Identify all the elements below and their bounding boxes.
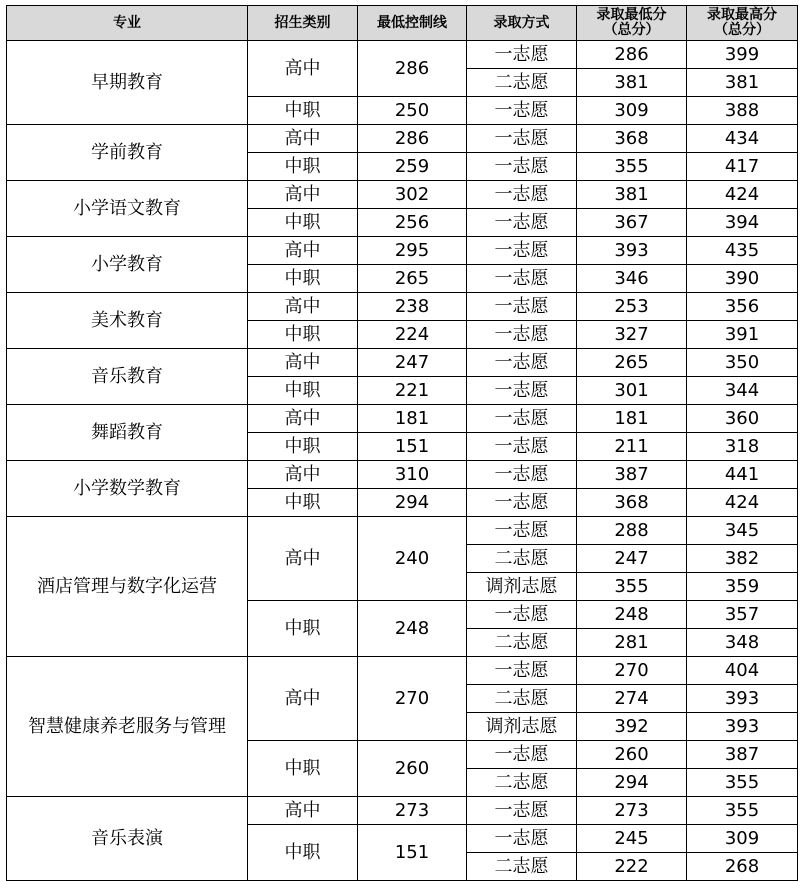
method-cell: 一志愿 (467, 265, 577, 293)
method-cell: 一志愿 (467, 349, 577, 377)
min-score-cell: 274 (577, 685, 687, 713)
table-row (7, 517, 798, 545)
max-score-cell: 417 (687, 153, 798, 181)
method-cell: 二志愿 (467, 685, 577, 713)
min-score-cell: 294 (577, 769, 687, 797)
min-score-cell: 368 (577, 125, 687, 153)
major-cell: 小学语文教育 (7, 181, 248, 237)
min-control-cell: 270 (358, 657, 467, 741)
header-category: 招生类别 (248, 6, 358, 41)
header-major: 专业 (7, 6, 248, 41)
max-score-cell: 404 (687, 657, 798, 685)
method-cell: 调剂志愿 (467, 573, 577, 601)
min-score-cell: 301 (577, 377, 687, 405)
method-cell: 一志愿 (467, 489, 577, 517)
max-score-cell: 382 (687, 545, 798, 573)
category-cell: 中职 (248, 489, 358, 517)
major-cell: 智慧健康养老服务与管理 (7, 657, 248, 797)
min-control-cell: 221 (358, 377, 467, 405)
table-body (7, 41, 798, 881)
method-cell: 一志愿 (467, 377, 577, 405)
min-score-cell: 381 (577, 69, 687, 97)
category-cell: 中职 (248, 265, 358, 293)
min-control-cell: 265 (358, 265, 467, 293)
min-score-cell: 281 (577, 629, 687, 657)
min-score-cell: 346 (577, 265, 687, 293)
min-score-cell: 245 (577, 825, 687, 853)
max-score-cell: 435 (687, 237, 798, 265)
category-cell: 高中 (248, 237, 358, 265)
table-row (7, 349, 798, 377)
min-score-cell: 387 (577, 461, 687, 489)
category-cell: 中职 (248, 377, 358, 405)
table-row (7, 405, 798, 433)
min-control-cell: 260 (358, 741, 467, 797)
min-control-cell: 256 (358, 209, 467, 237)
max-score-cell: 399 (687, 41, 798, 69)
max-score-cell: 391 (687, 321, 798, 349)
method-cell: 二志愿 (467, 853, 577, 881)
table-row (7, 657, 798, 685)
major-cell: 舞蹈教育 (7, 405, 248, 461)
header-min-control: 最低控制线 (358, 6, 467, 41)
category-cell: 高中 (248, 517, 358, 601)
min-control-cell: 286 (358, 125, 467, 153)
max-score-cell: 359 (687, 573, 798, 601)
category-cell: 中职 (248, 209, 358, 237)
min-score-cell: 327 (577, 321, 687, 349)
category-cell: 中职 (248, 825, 358, 881)
method-cell: 一志愿 (467, 405, 577, 433)
category-cell: 中职 (248, 601, 358, 657)
method-cell: 一志愿 (467, 153, 577, 181)
min-score-cell: 181 (577, 405, 687, 433)
max-score-cell: 424 (687, 489, 798, 517)
major-cell: 音乐表演 (7, 797, 248, 881)
max-score-cell: 355 (687, 769, 798, 797)
major-cell: 学前教育 (7, 125, 248, 181)
max-score-cell: 393 (687, 685, 798, 713)
min-control-cell: 302 (358, 181, 467, 209)
category-cell: 高中 (248, 461, 358, 489)
min-score-cell: 355 (577, 153, 687, 181)
method-cell: 一志愿 (467, 125, 577, 153)
min-score-cell: 393 (577, 237, 687, 265)
major-cell: 美术教育 (7, 293, 248, 349)
method-cell: 一志愿 (467, 209, 577, 237)
min-score-cell: 273 (577, 797, 687, 825)
min-control-cell: 151 (358, 825, 467, 881)
max-score-cell: 356 (687, 293, 798, 321)
max-score-cell: 381 (687, 69, 798, 97)
method-cell: 一志愿 (467, 825, 577, 853)
max-score-cell: 355 (687, 797, 798, 825)
category-cell: 高中 (248, 349, 358, 377)
table-row (7, 797, 798, 825)
header-max-score-line2: （总分） (714, 22, 770, 38)
method-cell: 调剂志愿 (467, 713, 577, 741)
min-control-cell: 240 (358, 517, 467, 601)
max-score-cell: 268 (687, 853, 798, 881)
method-cell: 二志愿 (467, 545, 577, 573)
min-control-cell: 273 (358, 797, 467, 825)
header-method: 录取方式 (467, 6, 577, 41)
table-row (7, 461, 798, 489)
table-row (7, 41, 798, 69)
min-score-cell: 309 (577, 97, 687, 125)
header-min-score-line1: 录取最低分 (596, 7, 667, 23)
category-cell: 高中 (248, 797, 358, 825)
min-score-cell: 253 (577, 293, 687, 321)
min-control-cell: 295 (358, 237, 467, 265)
table-row (7, 181, 798, 209)
min-score-cell: 222 (577, 853, 687, 881)
header-max-score-line1: 录取最高分 (707, 7, 777, 23)
admission-scores-table (6, 5, 798, 881)
category-cell: 高中 (248, 125, 358, 153)
max-score-cell: 318 (687, 433, 798, 461)
min-control-cell: 310 (358, 461, 467, 489)
min-score-cell: 211 (577, 433, 687, 461)
min-control-cell: 181 (358, 405, 467, 433)
method-cell: 一志愿 (467, 517, 577, 545)
major-cell: 小学教育 (7, 237, 248, 293)
max-score-cell: 390 (687, 265, 798, 293)
category-cell: 中职 (248, 153, 358, 181)
method-cell: 一志愿 (467, 461, 577, 489)
min-score-cell: 286 (577, 41, 687, 69)
min-control-cell: 224 (358, 321, 467, 349)
method-cell: 一志愿 (467, 181, 577, 209)
max-score-cell: 309 (687, 825, 798, 853)
header-max-score (687, 6, 798, 41)
min-control-cell: 247 (358, 349, 467, 377)
header-row (7, 6, 798, 41)
major-cell: 音乐教育 (7, 349, 248, 405)
method-cell: 一志愿 (467, 741, 577, 769)
max-score-cell: 388 (687, 97, 798, 125)
method-cell: 二志愿 (467, 69, 577, 97)
method-cell: 二志愿 (467, 769, 577, 797)
table-row (7, 293, 798, 321)
min-score-cell: 381 (577, 181, 687, 209)
max-score-cell: 360 (687, 405, 798, 433)
table-row (7, 237, 798, 265)
max-score-cell: 387 (687, 741, 798, 769)
min-control-cell: 248 (358, 601, 467, 657)
max-score-cell: 393 (687, 713, 798, 741)
max-score-cell: 424 (687, 181, 798, 209)
header-min-score-line2: （总分） (603, 22, 660, 38)
method-cell: 一志愿 (467, 433, 577, 461)
min-control-cell: 259 (358, 153, 467, 181)
max-score-cell: 434 (687, 125, 798, 153)
max-score-cell: 357 (687, 601, 798, 629)
method-cell: 一志愿 (467, 321, 577, 349)
major-cell: 酒店管理与数字化运营 (7, 517, 248, 657)
category-cell: 中职 (248, 741, 358, 797)
method-cell: 一志愿 (467, 237, 577, 265)
method-cell: 一志愿 (467, 797, 577, 825)
method-cell: 一志愿 (467, 293, 577, 321)
category-cell: 中职 (248, 97, 358, 125)
max-score-cell: 344 (687, 377, 798, 405)
category-cell: 中职 (248, 321, 358, 349)
max-score-cell: 441 (687, 461, 798, 489)
min-score-cell: 392 (577, 713, 687, 741)
method-cell: 一志愿 (467, 41, 577, 69)
category-cell: 高中 (248, 405, 358, 433)
method-cell: 一志愿 (467, 601, 577, 629)
min-control-cell: 286 (358, 41, 467, 97)
category-cell: 高中 (248, 293, 358, 321)
max-score-cell: 350 (687, 349, 798, 377)
min-score-cell: 288 (577, 517, 687, 545)
major-cell: 早期教育 (7, 41, 248, 125)
category-cell: 中职 (248, 433, 358, 461)
header-min-score (577, 6, 687, 41)
min-score-cell: 367 (577, 209, 687, 237)
min-control-cell: 294 (358, 489, 467, 517)
min-score-cell: 355 (577, 573, 687, 601)
table-row (7, 125, 798, 153)
min-score-cell: 247 (577, 545, 687, 573)
method-cell: 二志愿 (467, 629, 577, 657)
method-cell: 一志愿 (467, 97, 577, 125)
min-score-cell: 265 (577, 349, 687, 377)
max-score-cell: 345 (687, 517, 798, 545)
max-score-cell: 394 (687, 209, 798, 237)
category-cell: 高中 (248, 41, 358, 97)
max-score-cell: 348 (687, 629, 798, 657)
min-score-cell: 270 (577, 657, 687, 685)
min-control-cell: 238 (358, 293, 467, 321)
min-control-cell: 250 (358, 97, 467, 125)
method-cell: 一志愿 (467, 657, 577, 685)
min-score-cell: 248 (577, 601, 687, 629)
category-cell: 高中 (248, 657, 358, 741)
min-control-cell: 151 (358, 433, 467, 461)
min-score-cell: 368 (577, 489, 687, 517)
category-cell: 高中 (248, 181, 358, 209)
min-score-cell: 260 (577, 741, 687, 769)
major-cell: 小学数学教育 (7, 461, 248, 517)
